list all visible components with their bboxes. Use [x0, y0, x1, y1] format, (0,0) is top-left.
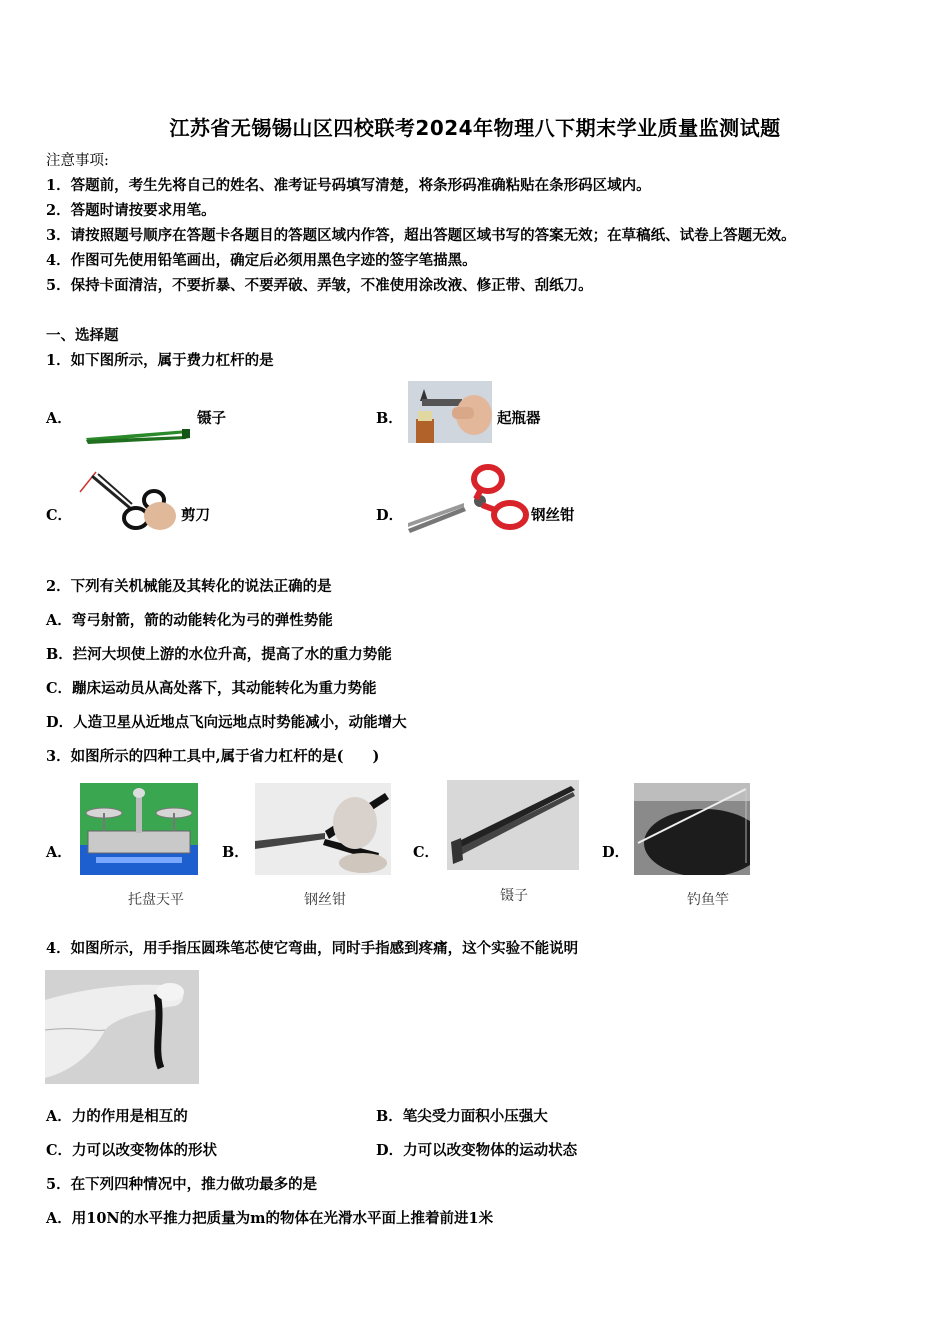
scissors-image [76, 470, 180, 534]
option-text: B．拦河大坝使上游的水位升高，提高了水的重力势能 [46, 646, 392, 663]
tweezers-image [82, 418, 192, 448]
option-text: A．力的作用是相互的 [46, 1108, 188, 1125]
notice-item: 4．作图可先使用铅笔画出，确定后必须用黑色字迹的签字笔描黑。 [46, 252, 477, 269]
bottle-opener-image [408, 381, 492, 443]
option-label: 钢丝钳 [531, 507, 575, 524]
option-label: 镊子 [197, 410, 226, 427]
pliers-image [406, 463, 530, 535]
section-heading: 一、选择题 [46, 327, 119, 344]
notice-item: 1．答题前，考生先将自己的姓名、准考证号码填写清楚，将条形码准确粘贴在条形码区域内。 [46, 177, 651, 194]
question-stem: 1．如下图所示，属于费力杠杆的是 [46, 352, 274, 369]
option-letter: B． [376, 410, 403, 427]
option-text: D．人造卫星从近地点飞向远地点时势能减小，动能增大 [46, 714, 407, 731]
option-letter: B． [222, 844, 249, 861]
option-letter: D． [376, 507, 404, 524]
option-text: B．笔尖受力面积小压强大 [376, 1108, 548, 1125]
image-caption: 镊子 [500, 888, 528, 904]
notice-item: 5．保持卡面清洁，不要折暴、不要弄破、弄皱，不准使用涂改液、修正带、刮纸刀。 [46, 277, 593, 294]
option-letter: A． [46, 410, 72, 427]
fishing-rod-image [634, 783, 750, 875]
balance-scale-image [80, 783, 198, 875]
option-label: 剪刀 [181, 507, 210, 524]
notice-item: 2．答题时请按要求用笔。 [46, 202, 216, 219]
tweezers-photo-image [447, 780, 579, 870]
option-label: 起瓶器 [497, 410, 541, 427]
question-stem: 3．如图所示的四种工具中,属于省力杠杆的是( ) [46, 748, 380, 765]
finger-pen-image [45, 970, 199, 1084]
option-letter: A． [46, 844, 72, 861]
option-letter: C． [413, 844, 440, 861]
option-letter: C． [46, 507, 73, 524]
option-text: A．弯弓射箭，箭的动能转化为弓的弹性势能 [46, 612, 333, 629]
option-letter: D． [602, 844, 630, 861]
pliers-photo-image [255, 783, 391, 875]
option-text: C．力可以改变物体的形状 [46, 1142, 218, 1159]
option-text: D．力可以改变物体的运动状态 [376, 1142, 578, 1159]
page-title: 江苏省无锡锡山区四校联考2024年物理八下期末学业质量监测试题 [169, 116, 781, 140]
image-caption: 钢丝钳 [304, 892, 346, 908]
option-text: A．用10N的水平推力把质量为m的物体在光滑水平面上推着前进1米 [46, 1210, 494, 1227]
option-text: C．蹦床运动员从高处落下，其动能转化为重力势能 [46, 680, 377, 697]
question-stem: 4．如图所示，用手指压圆珠笔芯使它弯曲，同时手指感到疼痛，这个实验不能说明 [46, 940, 579, 957]
question-stem: 2．下列有关机械能及其转化的说法正确的是 [46, 578, 332, 595]
question-stem: 5．在下列四种情况中，推力做功最多的是 [46, 1176, 318, 1193]
image-caption: 托盘天平 [128, 892, 184, 908]
notice-item: 3．请按照题号顺序在答题卡各题目的答题区域内作答，超出答题区域书写的答案无效；在草稿纸、试卷上答题无效。 [46, 227, 796, 244]
notice-heading: 注意事项: [46, 153, 109, 169]
image-caption: 钓鱼竿 [687, 892, 729, 908]
